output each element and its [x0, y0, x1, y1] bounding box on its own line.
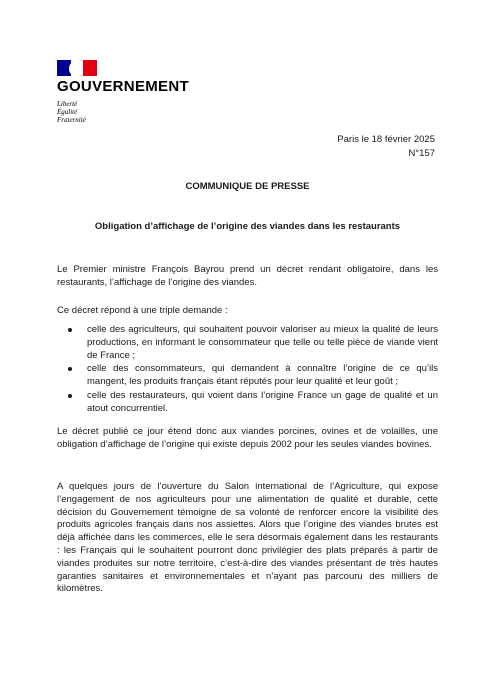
paragraph: Le Premier ministre François Bayrou prend un décret rendant obligatoire, dans les restaurants, l’affichage de l’origine des viandes.: [57, 264, 438, 288]
list-item: [57, 363, 438, 389]
document-title: COMMUNIQUE DE PRESSE: [185, 181, 310, 192]
paragraph: Le décret publié ce jour étend donc aux viandes porcines, ovines et de volailles, une obligation d’affichage de l’origine qui existe depuis 2002 pour les seules viandes bovines.: [57, 426, 438, 450]
bullet-icon: [68, 367, 72, 371]
paragraph: A quelques jours de l’ouverture du Salon international de l’Agriculture, qui expose l’engagement de nos agriculteurs pour une alimentation de qualité et durable, cette décision du Gouvernement témoigne de sa volonté de renforcer encore la visibilité des produits agricoles français dans nos assiettes. Alors que l’origine des viandes brutes est déjà affichée dans les commerces, elle le sera désormais également dans les restaurants : les Français qui le souhaitent pourront donc privilégier des plats préparés à partir de viandes produites sur notre territoire, c’est-à-dire des viandes présentant de très hautes garanties sanitaires et environnementales et n’ayant pas parcouru des milliers de kilomètres.: [57, 481, 438, 595]
motto-line: Égalité: [57, 108, 78, 116]
list-item-text: celle des agriculteurs, qui souhaitent pouvoir valoriser au mieux la qualité de leurs productions, en informant le consommateur que telle ou telle pièce de viande vient de France ;: [87, 324, 438, 361]
document-subtitle: Obligation d’affichage de l’origine des viandes dans les restaurants: [94, 221, 401, 232]
list-item-text: celle des restaurateurs, qui voient dans l’origine France un gage de qualité et un atout concurrentiel.: [87, 389, 438, 414]
motto-line: Liberté: [57, 100, 78, 108]
dateline: [337, 133, 435, 161]
demand-list: [57, 324, 438, 417]
marianne-flag-icon: [57, 60, 97, 76]
bullet-icon: [68, 394, 72, 398]
paragraph: Ce décret répond à une triple demande :: [57, 305, 228, 316]
bullet-icon: [68, 328, 72, 332]
republic-motto: [57, 100, 86, 124]
place-date: Paris le 18 février 2025: [337, 134, 435, 145]
brand-name: GOUVERNEMENT: [57, 78, 189, 95]
list-item: [57, 390, 438, 416]
list-item-text: celle des consommateurs, qui demandent à connaître l’origine de ce qu’ils mangent, les produits français étant réputés pour leur qualité et leur goût ;: [87, 363, 438, 388]
motto-line: Fraternité: [57, 116, 86, 124]
list-item: [57, 324, 438, 362]
release-number: N°157: [408, 148, 435, 159]
